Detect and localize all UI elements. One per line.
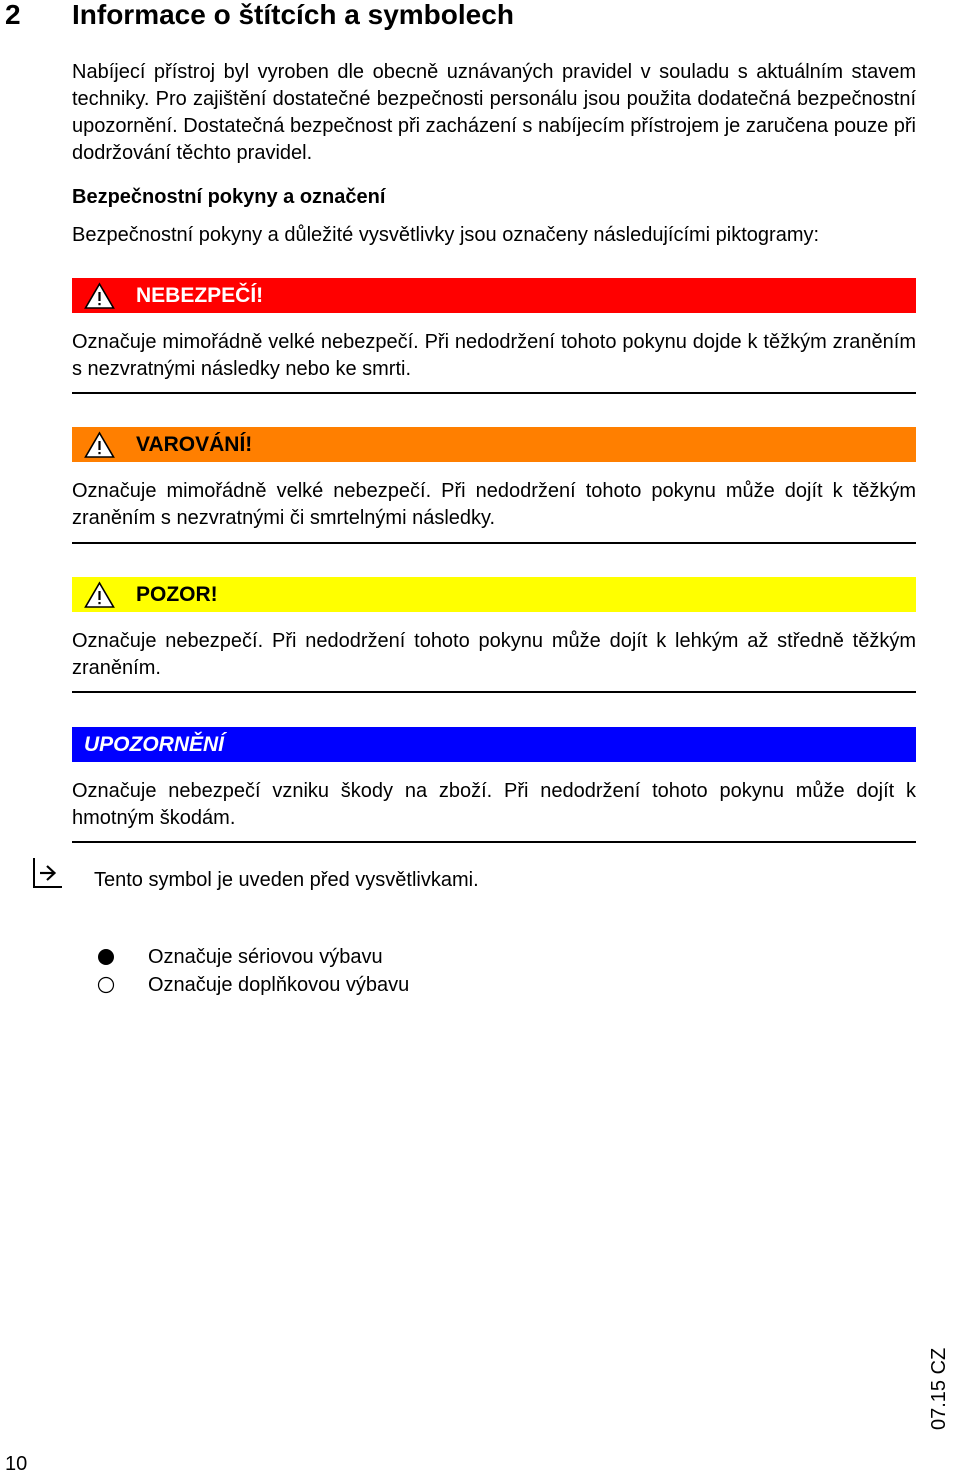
legend-text: Označuje sériovou výbavu (148, 946, 383, 968)
warning-description: Označuje mimořádně velké nebezpečí. Při nedodržení tohoto pokynu může dojít k těžkým zraněním s nezvratnými či smrtelnými následky. (72, 480, 916, 529)
warning-banner (72, 427, 916, 462)
arrow-right-box-icon (32, 857, 63, 889)
caution-label: POZOR! (136, 583, 218, 606)
caution-banner (72, 577, 916, 612)
section-heading: Bezpečnostní pokyny a označení (72, 186, 386, 208)
danger-label: NEBEZPEČÍ! (136, 284, 264, 307)
notice-description: Označuje nebezpečí vzniku škody na zboží. Při nedodržení tohoto pokynu může dojít k hmotným škodám. (72, 780, 916, 829)
divider (72, 392, 916, 394)
page-number: 10 (5, 1453, 28, 1475)
divider (72, 542, 916, 544)
legend-text: Označuje doplňkovou výbavu (148, 974, 410, 996)
divider (72, 841, 916, 843)
hollow-circle-icon (97, 976, 115, 994)
warning-triangle-icon (84, 282, 115, 310)
divider (72, 691, 916, 693)
warning-triangle-icon (84, 431, 115, 459)
warning-triangle-icon (84, 581, 115, 609)
filled-circle-icon (97, 948, 115, 966)
legend-item-standard (97, 944, 597, 971)
section-lead: Bezpečnostní pokyny a důležité vysvětlivky jsou označeny následujícími piktogramy: (72, 224, 820, 246)
warning-label: VAROVÁNÍ! (136, 433, 253, 456)
notice-banner (72, 727, 916, 762)
arrow-note-text: Tento symbol je uveden před vysvětlivkami. (94, 869, 479, 891)
danger-banner (72, 278, 916, 313)
version-label: 07.15 CZ (928, 1347, 950, 1430)
legend-item-optional (97, 972, 597, 999)
intro-paragraph: Nabíjecí přístroj byl vyroben dle obecně uznávaných pravidel v souladu s aktuálním stavem techniky. Pro zajištění dostatečné bezpečnosti personálu jsou použita dodatečná bezpečnostní upozornění. Dostatečná bezpečnost při zacházení s nabíjecím přístrojem je zaručena pouze při dodržování těchto pravidel. (72, 61, 916, 164)
danger-description: Označuje mimořádně velké nebezpečí. Při nedodržení tohoto pokynu dojde k těžkým zraněním s nezvratnými následky nebo ke smrti. (72, 331, 916, 380)
caution-description: Označuje nebezpečí. Při nedodržení tohoto pokynu může dojít k lehkým až středně těžkým zraněním. (72, 630, 916, 679)
notice-label: UPOZORNĚNÍ (84, 733, 225, 756)
chapter-title: Informace o štítcích a symbolech (72, 0, 514, 30)
version-label-container (927, 1347, 960, 1430)
chapter-number: 2 (5, 0, 21, 30)
